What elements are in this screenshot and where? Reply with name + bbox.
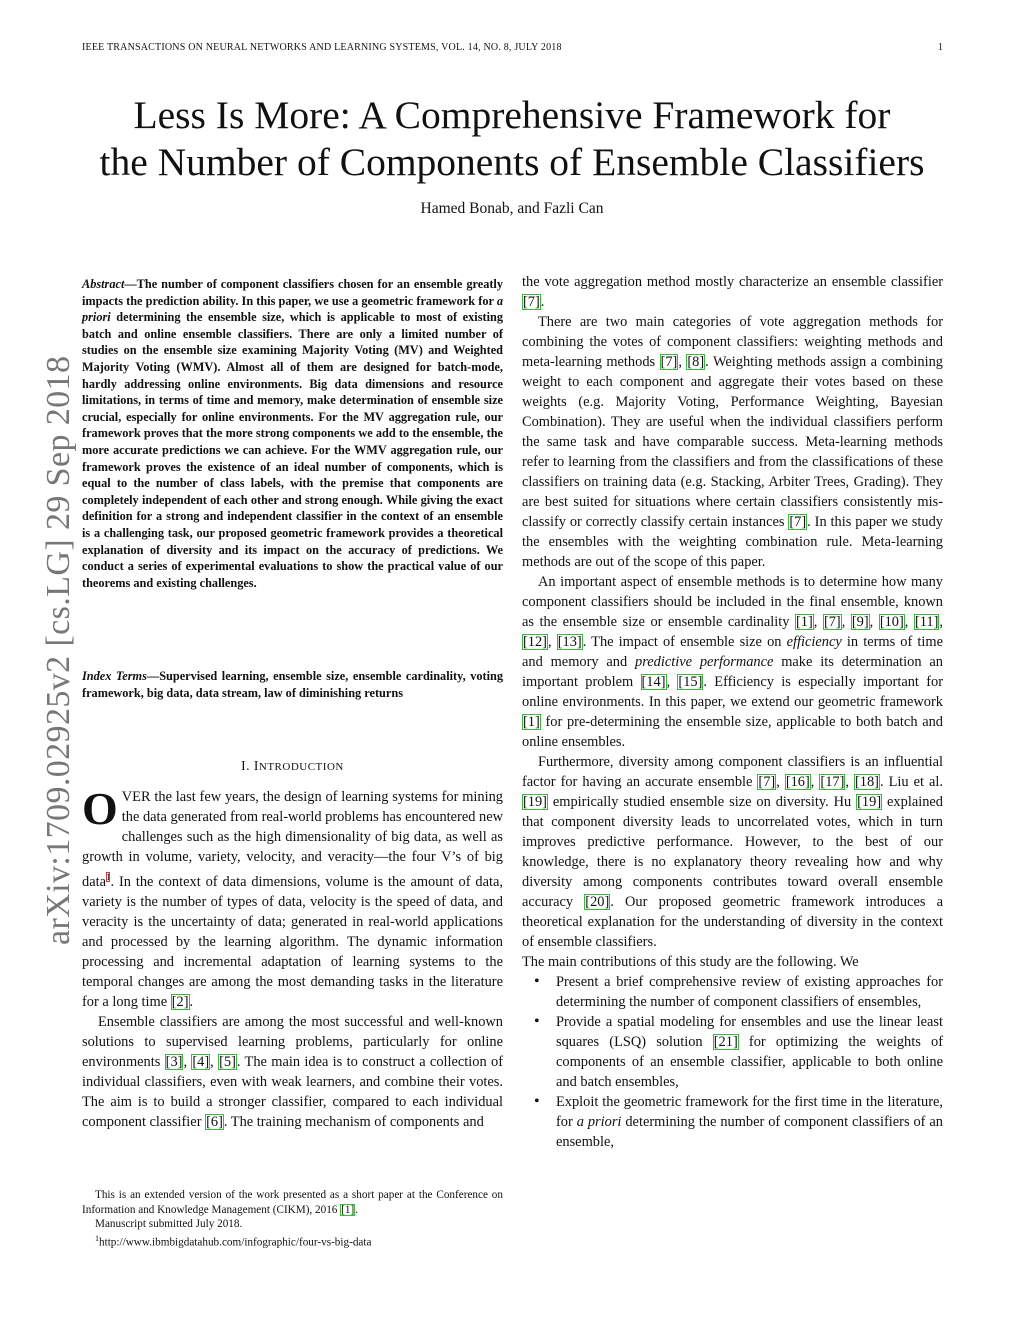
abstract-text-1: —The number of component classifiers chosen for an ensemble greatly impacts the prediction ability. In this paper, we use a geometric framework for — [82, 277, 503, 308]
citation-link[interactable]: [11] — [914, 614, 939, 630]
page-number: 1 — [938, 42, 943, 53]
section-rest: NTRODUCTION — [258, 761, 344, 773]
emphasis: predictive performance — [635, 654, 774, 670]
text: VER the last few years, the design of learning systems for mining the data generated from real-world problems has encountered new challenges such as the high dimensionality of big data, as well as growth in volume, variety, velocity, and veracity—the four V’s of big data — [82, 789, 503, 890]
intro-paragraph-1 — [82, 783, 503, 1012]
abstract — [82, 276, 503, 591]
right-paragraph-4: Furthermore, diversity among component classifiers is an influential factor for having an accurate ensemble [7], [16], [17], [18]. Liu et al. [19] empirically studied ensemble size on diversity. Hu [19] explained that component diversity leads to uncorrelated votes, which in turn improves predictive performance. However, to the best of our knowledge, there is no explanatory theory revealing how and why diversity among components contributes toward overall ensemble accuracy [20]. Our proposed geometric framework introduces a theoretical explanation for the understanding of diversity in the context of ensemble classifiers. — [522, 754, 943, 950]
emphasis: efficiency — [786, 634, 842, 650]
journal-header: IEEE TRANSACTIONS ON NEURAL NETWORKS AND LEARNING SYSTEMS, VOL. 14, NO. 8, JULY 2018 — [82, 42, 562, 53]
title-line-2: the Number of Components of Ensemble Classifiers — [99, 140, 925, 184]
text: . — [355, 1203, 359, 1216]
text: the vote aggregation method mostly characterize an ensemble classifier — [522, 274, 943, 290]
citation-link[interactable]: [18] — [855, 774, 879, 790]
list-item — [556, 1092, 943, 1152]
citation-link[interactable]: [9] — [851, 614, 869, 630]
text: in terms of time and memory and — [522, 634, 943, 670]
footnote-url[interactable]: http://www.ibmbigdatahub.com/infographic/four-vs-big-data — [99, 1236, 372, 1249]
section-first-letter: I — [253, 758, 259, 773]
citation-link[interactable]: [15] — [678, 674, 703, 690]
citation-link[interactable]: [19] — [857, 794, 882, 810]
text: . The impact of ensemble size on — [582, 634, 787, 650]
text: . — [189, 993, 194, 1010]
arxiv-watermark: arXiv:1709.02925v2 [cs.LG] 29 Sep 2018 — [40, 355, 77, 945]
right-paragraph-3: An important aspect of ensemble methods is to determine how many component classifiers should be included in the final ensemble, known as the ensemble size or ensemble cardinality [1], [7], [9], [10], [11], [12], [13]. The impact of ensemble size on efficiency in terms of time and memory and predictive performance make its determination an important problem [14], [15]. Efficiency is especially important for online environments. In this paper, we extend our geometric framework [1] for pre-determining the ensemble size, applicable to both batch and online ensembles. — [522, 574, 944, 750]
index-terms-label: Index Terms — [82, 669, 147, 683]
text: explained that component diversity leads to uncorrelated votes, which in turn improves predictive performance. However, to the best of our knowledge, there is no explanatory theory revealing how and why diversity among components contributes toward overall ensemble accuracy — [522, 794, 943, 910]
citation-link[interactable]: [7] — [823, 614, 841, 630]
text: for pre-determining the ensemble size, applicable to both batch and online ensembles. — [522, 714, 943, 750]
text: . In this paper we study the ensembles with the weighting combination rule. Meta-learning methods are out of the scope of this paper. — [522, 514, 943, 570]
right-paragraph-5: The main contributions of this study are the following. We — [522, 954, 859, 970]
citation-link[interactable]: [1] — [796, 614, 813, 630]
text: . The main idea is to construct a collection of individual classifiers, even with weak learners, and combine their votes. The aim is to build a stronger classifier, compared to each individual component classifier — [82, 1053, 503, 1130]
text: empirically studied ensemble size on diversity. Hu — [547, 794, 857, 810]
list-item — [556, 972, 943, 1012]
right-paragraph-1 — [522, 272, 943, 312]
index-terms-text: —Supervised learning, ensemble size, ensemble cardinality, voting framework, big data, data stream, law of diminishing returns — [82, 669, 503, 700]
citation-link[interactable]: [19] — [523, 794, 547, 810]
text: There are two main categories of vote aggregation methods for combining the votes of component classifiers: weighting methods and meta-learning methods — [522, 314, 943, 370]
text: . Our proposed geometric framework introduces a theoretical explanation for the understanding of diversity in the context of ensemble classifiers. — [522, 894, 943, 950]
abstract-label: Abstract — [82, 277, 125, 291]
footnotes — [82, 1188, 503, 1250]
right-column-body — [522, 272, 943, 1152]
text: . Liu et al. — [879, 774, 943, 790]
text: . — [540, 294, 545, 310]
text: This is an extended version of the work presented as a short paper at the Conference on Information and Knowledge Management (CIKM), 2016 — [82, 1189, 503, 1216]
footnote-extended-version — [82, 1188, 503, 1217]
citation-link[interactable]: [12] — [523, 634, 547, 650]
abstract-priori: a priori — [82, 293, 503, 325]
citation-link[interactable]: [14] — [641, 674, 666, 690]
section-heading-introduction — [82, 758, 503, 774]
citation-link[interactable]: [20] — [585, 894, 610, 910]
title-line-1: Less Is More: A Comprehensive Framework for — [133, 93, 891, 137]
citation-link[interactable]: [16] — [785, 774, 810, 790]
citation-link[interactable]: [3] — [165, 1053, 183, 1070]
text: . Weighting methods assign a combining weight to each component and aggregate their votes based on these weights (e.g. Majority Voting, Performance Weighting, Bayesian Combination). They are useful when the individual classifiers perform the same task and have comparable success. Meta-learning methods refer to learning from the classifiers and from the classifications of these classifiers on training data (e.g. Stacking, Arbiter Trees, Grading). They are best suited for situations where certain classifiers consistently mis-classify or correctly classify certain instances — [522, 354, 943, 530]
citation-link[interactable]: [8] — [687, 354, 705, 370]
text: An important aspect of ensemble methods is to determine how many component classifiers should be included in the final ensemble, known as the ensemble size or ensemble cardinality — [522, 574, 943, 630]
list-item — [556, 1012, 943, 1092]
right-paragraph-2: There are two main categories of vote aggregation methods for combining the votes of component classifiers: weighting methods and meta-learning methods [7], [8]. Weighting methods assign a combining weight to each component and aggregate their votes based on these weights (e.g. Majority Voting, Performance Weighting, Bayesian Combination). They are useful when the individual classifiers perform the same task and have comparable success. Meta-learning methods refer to learning from the classifiers and from the classifications of these classifiers on training data (e.g. Stacking, Arbiter Trees, Grading). They are best suited for situations where certain classifiers consistently mis-classify or correctly classify certain instances [7]. In this paper we study the ensembles with the weighting combination rule. Meta-learning methods are out of the scope of this paper. — [522, 314, 943, 570]
citation-link[interactable]: [1] — [523, 714, 540, 730]
intro-paragraph-2: Ensemble classifiers are among the most successful and well-known solutions to supervised learning problems, particularly for online environments [3], [4], [5]. The main idea is to construct a collection of individual classifiers, even with weak learners, and combine their votes. The aim is to build a stronger classifier, compared to each individual component classifier [6]. The training mechanism of components and — [82, 1013, 503, 1130]
dropcap: O — [82, 783, 118, 834]
intro-body — [82, 783, 503, 1132]
citation-link[interactable]: [7] — [758, 774, 776, 790]
authors: Hamed Bonab, and Fazli Can — [420, 200, 604, 217]
text: determining the number of component classifiers of an ensemble, — [556, 1114, 943, 1150]
citation-link[interactable]: [7] — [523, 294, 540, 310]
citation-link[interactable]: [13] — [557, 634, 582, 650]
citation-link[interactable]: [4] — [192, 1053, 210, 1070]
citation-link[interactable]: [17] — [820, 774, 845, 790]
section-number: I. — [241, 758, 254, 773]
emphasis: a priori — [576, 1114, 622, 1130]
index-terms — [82, 668, 503, 701]
citation-link[interactable]: [6] — [206, 1113, 223, 1130]
text: Ensemble classifiers are among the most successful and well-known solutions to supervised learning problems, particularly for online environments — [82, 1013, 503, 1070]
text: Furthermore, diversity among component classifiers is an influential factor for having an accurate ensemble — [522, 754, 943, 790]
text: make its determination an important problem — [522, 654, 943, 690]
footnote-ref[interactable]: 1 — [105, 872, 111, 882]
text: Provide a spatial modeling for ensembles and use the linear least squares (LSQ) solution — [556, 1014, 943, 1050]
citation-link[interactable]: [5] — [219, 1053, 236, 1070]
citation-link[interactable]: [1] — [341, 1203, 355, 1216]
contributions-list — [522, 972, 943, 1152]
text: . Efficiency is especially important for online environments. In this paper, we extend our geometric framework — [522, 674, 944, 710]
text: Exploit the geometric framework for the first time in the literature, for — [556, 1094, 943, 1130]
citation-link[interactable]: [2] — [171, 993, 189, 1010]
text: Present a brief comprehensive review of existing approaches for determining the number of component classifiers of ensembles, — [556, 974, 943, 1010]
text: . In the context of data dimensions, volume is the amount of data, variety is the number of types of data, velocity is the speed of data, and veracity is the uncertainty of data; generated in real-world applications and processed by the learning algorithm. The dynamic information processing and incremental adaptation of learning systems to the temporal changes are among the most demanding tasks in the literature for a long time — [82, 873, 503, 1010]
paper-title — [0, 92, 1024, 186]
text: for optimizing the weights of components of an ensemble classifier, applicable to both online and batch ensembles, — [556, 1034, 943, 1090]
footnote-submitted: Manuscript submitted July 2018. — [95, 1218, 243, 1231]
citation-link[interactable]: [7] — [789, 514, 807, 530]
citation-link[interactable]: [21] — [713, 1034, 738, 1050]
citation-link[interactable]: [7] — [660, 354, 678, 370]
text: . The training mechanism of components and — [223, 1113, 484, 1130]
abstract-text-2: determining the ensemble size, which is applicable to most of existing batch and online ensemble classifiers. There are only a limited number of studies on the ensemble size examining Majority Voting (MV) and Weighted Majority Voting (WMV). Almost all of them are designed for batch-mode, hardly addressing online environments. Big data dimensions and resource limitations, in terms of time and memory, make determination of ensemble size crucial, especially for online environments. For the MV aggregation rule, our framework proves that the more strong components we add to the ensemble, the more accurate predictions we can achieve. For the WMV aggregation rule, our framework proves the existence of an ideal number of components, which is equal to the number of class labels, with the premise that components are completely independent of each other and strong enough. While giving the exact definition for a strong and independent classifier in the context of an ensemble is a challenging task, our proposed geometric framework provides a theoretical explanation of diversity and its impact on the accuracy of predictions. We conduct a series of experimental evaluations to show the practical value of our theorems and existing challenges. — [82, 310, 503, 590]
citation-link[interactable]: [10] — [879, 614, 904, 630]
footnote-number: 1 — [95, 1233, 99, 1243]
footnote-1 — [82, 1232, 503, 1250]
